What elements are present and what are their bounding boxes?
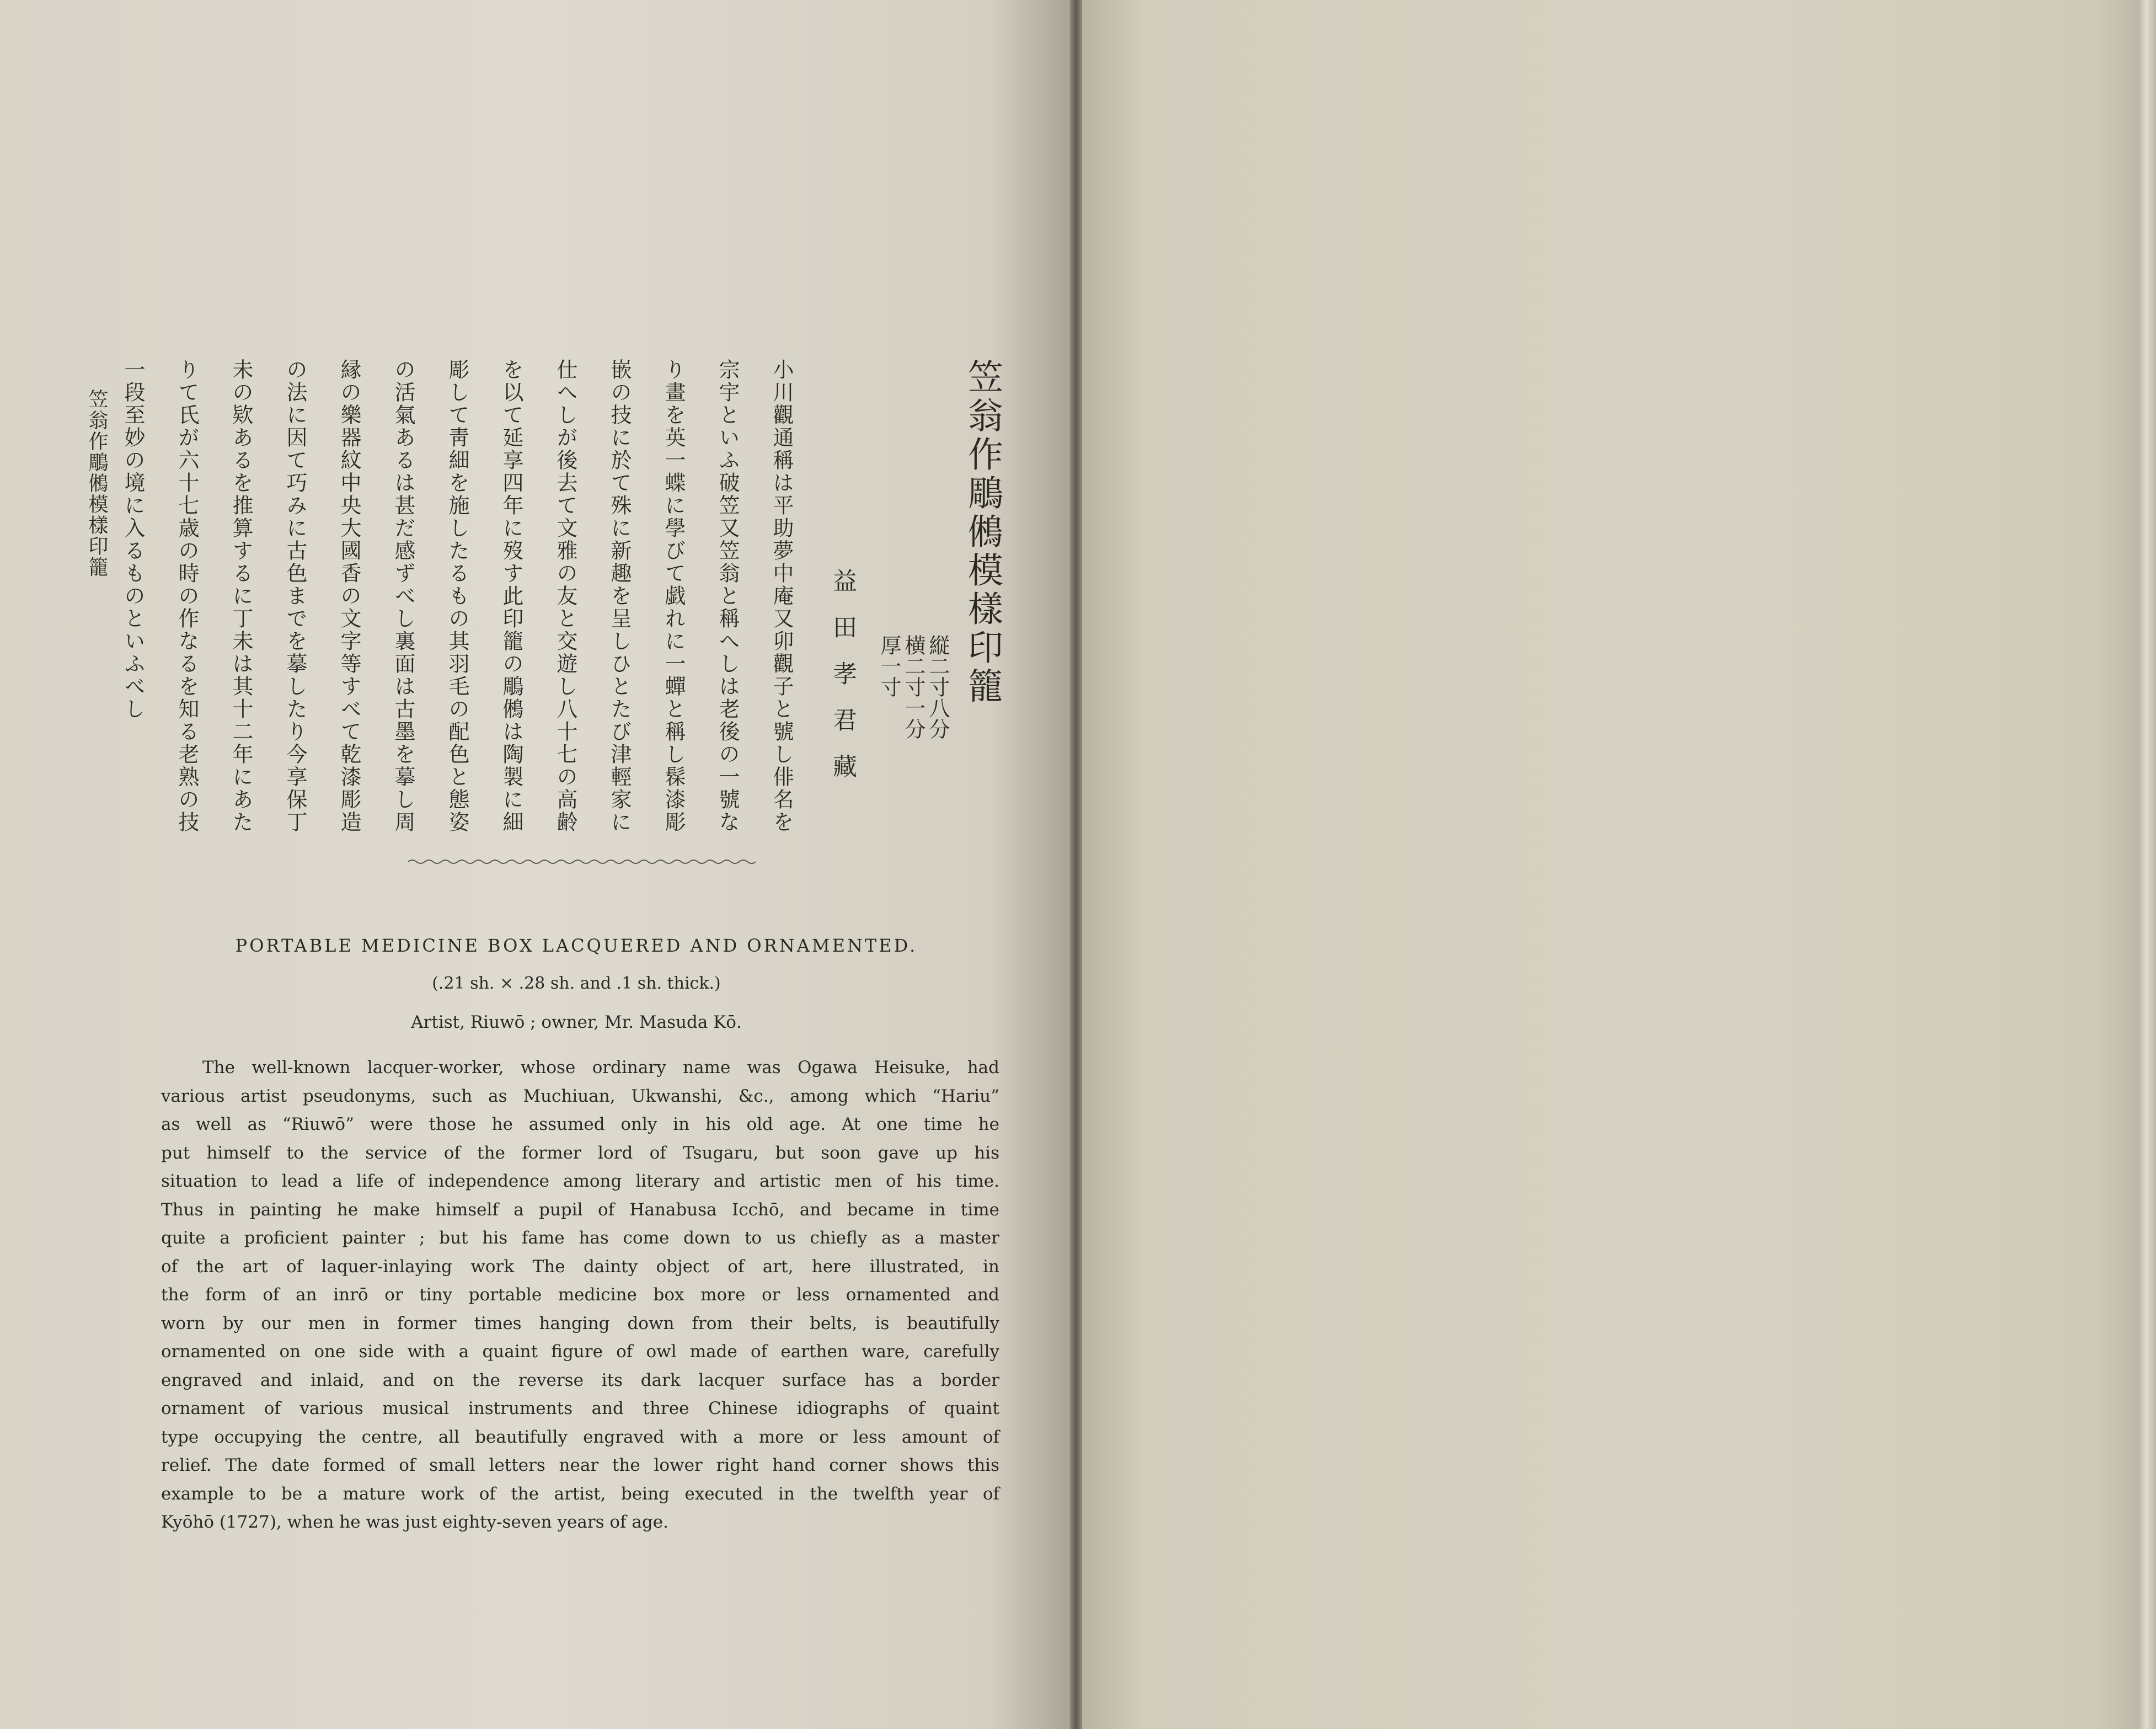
book-gutter <box>1070 0 1083 1729</box>
japanese-body-column: 未の欵あるを推算するに丁未は其十二年にあた <box>229 359 253 834</box>
dimension-thickness: 厚一寸 <box>877 634 901 697</box>
japanese-body-column: の活氣あるは甚だ感ずべし裏面は古墨を摹し周 <box>391 359 415 834</box>
english-body-line: situation to lead a life of independence among literary and artistic men of his time. <box>161 1171 999 1191</box>
english-body-line: ornamented on one side with a quaint figure of owl made of earthen ware, carefully <box>161 1342 999 1362</box>
japanese-dimensions <box>877 634 950 745</box>
left-page <box>0 0 1074 1729</box>
japanese-body-column: 縁の樂器紋中央大國香の文字等すべて乾漆彫造 <box>337 359 361 834</box>
english-body-line: Thus in painting he make himself a pupil of Hanabusa Icchō, and became in time <box>161 1199 999 1220</box>
dimension-height: 縦二寸八分 <box>925 634 950 739</box>
japanese-body-column: りて氏が六十七歳の時の作なるを知る老熟の技 <box>175 359 199 834</box>
wavy-divider <box>408 856 756 867</box>
english-body-line: quite a proficient painter ; but his fame has come down to us chiefly as a master <box>161 1228 999 1248</box>
english-title: PORTABLE MEDICINE BOX LACQUERED AND ORNAMENTED. <box>235 935 918 956</box>
japanese-body-column: の法に因て巧みに古色までを摹したり今享保丁 <box>283 359 307 834</box>
dimension-width: 横二寸一分 <box>901 634 925 739</box>
japanese-title: 笠翁作鵰鵂模樣印籠 <box>962 359 1003 706</box>
japanese-body-column: を以て延享四年に歿す此印籠の鵰鵂は陶製に細 <box>499 359 523 834</box>
japanese-body-column: 小川觀通稱は平助夢中庵又卯觀子と號し俳名を <box>769 359 794 834</box>
japanese-running-caption: 笠翁作鵰鵂模樣印籠 <box>85 389 108 578</box>
english-body-line: ornament of various musical instruments and three Chinese idiographs of quaint <box>161 1399 999 1418</box>
japanese-body-column: 嵌の技に於て殊に新趣を呈しひとたび津輕家に <box>607 359 632 834</box>
english-artist-line: Artist, Riuwō ; owner, Mr. Masuda Kō. <box>411 1012 742 1032</box>
right-page-blank <box>1082 0 2156 1729</box>
page-edge <box>2140 0 2156 1729</box>
english-body-line: engraved and inlaid, and on the reverse its dark lacquer surface has a border <box>161 1370 999 1390</box>
english-body-line: relief. The date formed of small letters near the lower right hand corner shows this <box>161 1455 999 1475</box>
japanese-body-column: 一段至妙の境に入るものといふべし <box>121 359 145 721</box>
english-body-line: Kyōhō (1727), when he was just eighty-seven years of age. <box>161 1512 668 1532</box>
english-body-line: put himself to the service of the former lord of Tsugaru, but soon gave up his <box>161 1143 999 1163</box>
english-body-line: various artist pseudonyms, such as Muchiuan, Ukwanshi, &c., among which “Hariu” <box>161 1086 999 1106</box>
english-body-line: the form of an inrō or tiny portable medicine box more or less ornamented and <box>161 1285 999 1305</box>
japanese-body-column: 彫して靑細を施したるもの其羽毛の配色と態姿 <box>445 359 469 834</box>
english-body-line: as well as “Riuwō” were those he assumed only in his old age. At one time he <box>161 1114 999 1134</box>
japanese-body-column: 宗宇といふ破笠又笠翁と稱へしは老後の一號な <box>715 359 740 834</box>
english-dimensions: (.21 sh. × .28 sh. and .1 sh. thick.) <box>432 974 721 993</box>
english-body-line: The well-known lacquer-worker, whose ordinary name was Ogawa Heisuke, had <box>202 1058 999 1077</box>
japanese-owner: 益田孝君藏 <box>828 568 857 800</box>
english-body-line: type occupying the centre, all beautifully engraved with a more or less amount of <box>161 1427 999 1447</box>
japanese-body-column: り畫を英一蝶に學びて戯れに一蟬と稱し髹漆彫 <box>661 359 686 834</box>
english-body-line: of the art of laquer-inlaying work The dainty object of art, here illustrated, in <box>161 1256 999 1277</box>
japanese-body-column: 仕へしが後去て文雅の友と交遊し八十七の高齢 <box>553 359 577 834</box>
english-body-line: worn by our men in former times hanging down from their belts, is beautifully <box>161 1313 999 1333</box>
english-body-line: example to be a mature work of the artist, being executed in the twelfth year of <box>161 1483 999 1504</box>
english-body <box>161 1054 999 1537</box>
